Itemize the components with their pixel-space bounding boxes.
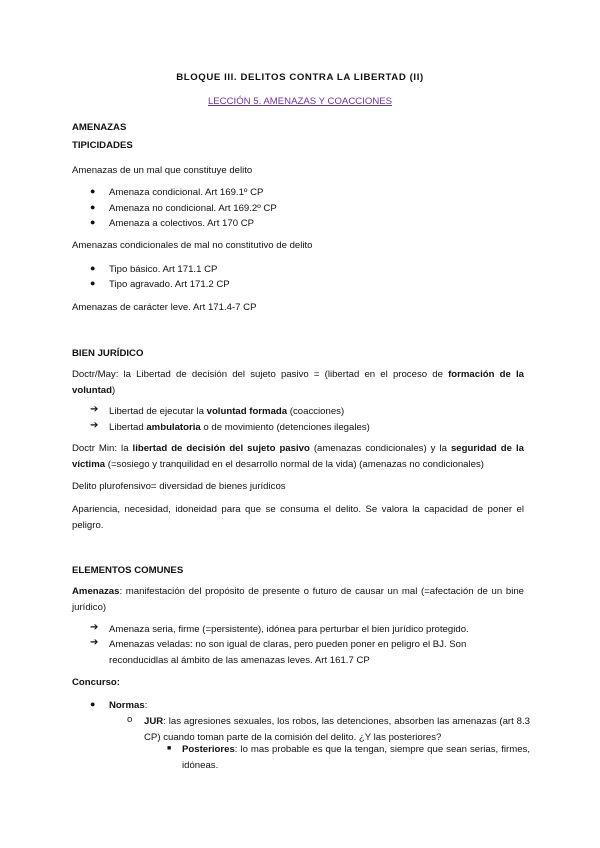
subheading-concurso: Concurso: xyxy=(72,677,120,688)
paragraph: Amenazas condicionales de mal no constitutivo de delito xyxy=(72,240,313,251)
list-item: Amenaza a colectivos. Art 170 CP xyxy=(109,218,255,229)
square-bullet-icon: ■ xyxy=(167,745,172,752)
list-item: Tipo agravado. Art 171.2 CP xyxy=(109,279,230,290)
paragraph: Doctr Min: la libertad de decisión del sujeto pasivo (amenazas condicionales) y la seguridad de la víctima (=sosiego y tranquilidad en el desarrollo normal de la vida) (amenazas no condicionales) xyxy=(72,443,524,470)
list-item: Normas: xyxy=(109,700,148,711)
list-item: Amenaza condicional. Art 169.1º CP xyxy=(109,187,264,198)
arrow-icon: ➔ xyxy=(90,637,99,648)
bullet-icon: ● xyxy=(90,263,96,273)
paragraph: Delito plurofensivo= diversidad de bienes jurídicos xyxy=(72,481,286,492)
list-item: Tipo básico. Art 171.1 CP xyxy=(109,264,218,275)
paragraph: Amenazas de carácter leve. Art 171.4-7 CP xyxy=(72,302,257,313)
document-title: BLOQUE III. DELITOS CONTRA LA LIBERTAD (II) xyxy=(176,72,424,83)
section-heading-amenazas: AMENAZAS xyxy=(72,122,127,133)
section-heading-bien-juridico: BIEN JURÍDICO xyxy=(72,348,144,359)
list-item: Amenaza no condicional. Art 169.2º CP xyxy=(109,203,277,214)
list-item: Amenaza seria, firme (=persistente), idónea para perturbar el bien jurídico protegido. xyxy=(109,624,469,635)
paragraph: Doctr/May: la Libertad de decisión del sujeto pasivo = (libertad en el proceso de formación de la voluntad) xyxy=(72,369,525,396)
bullet-icon: ● xyxy=(90,186,96,196)
list-item: Libertad de ejecutar la voluntad formada (coacciones) xyxy=(109,406,345,417)
list-item: Posteriores: lo mas probable es que la tengan, siempre que sean serias, firmes, idóneas. xyxy=(182,744,530,771)
list-item: JUR: las agresiones sexuales, los robos, las detenciones, absorben las amenazas (art 8.3 CP) cuando toman parte de la comisión del delito. ¿Y las posteriores? xyxy=(144,716,530,743)
list-item: Libertad ambulatoria o de movimiento (detenciones ilegales) xyxy=(109,422,370,433)
paragraph: Apariencia, necesidad, idoneidad para que se consuma el delito. Se valora la capacidad de poner el peligro. xyxy=(72,504,524,531)
subheading-tipicidades: TIPICIDADES xyxy=(72,140,133,151)
document-subtitle: LECCIÓN 5. AMENAZAS Y COACCIONES xyxy=(207,96,393,107)
bullet-icon: ● xyxy=(90,278,96,288)
arrow-icon: ➔ xyxy=(90,622,99,633)
section-heading-elementos-comunes: ELEMENTOS COMUNES xyxy=(72,565,184,576)
list-item: Amenazas veladas: no son igual de claras, pero pueden poner en peligro el BJ. Son reconducidlas al ámbito de las amenazas leves. Art 161.7 CP xyxy=(109,639,467,666)
bullet-icon: ● xyxy=(90,202,96,212)
arrow-icon: ➔ xyxy=(90,420,99,431)
paragraph: Amenazas: manifestación del propósito de presente o futuro de causar un mal (=afectación de un bine jurídico) xyxy=(72,586,524,613)
arrow-icon: ➔ xyxy=(90,404,99,415)
bullet-icon: ● xyxy=(90,217,96,227)
circle-bullet-icon: o xyxy=(127,714,133,725)
paragraph: Amenazas de un mal que constituye delito xyxy=(72,165,253,176)
bullet-icon: ● xyxy=(90,699,96,709)
